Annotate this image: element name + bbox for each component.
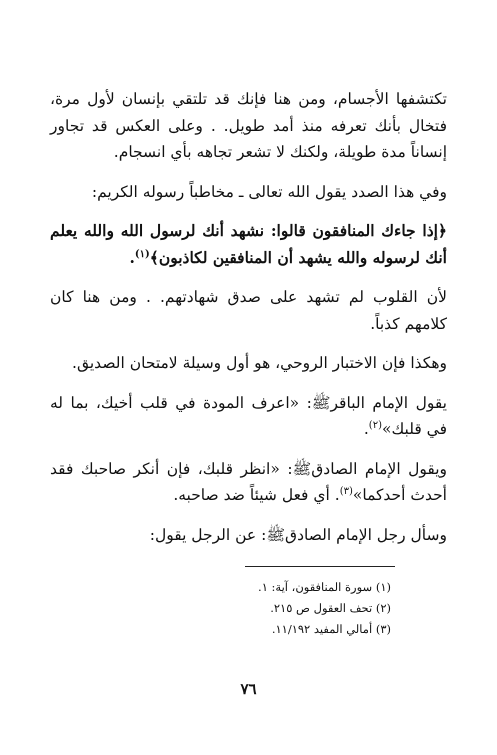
footnotes [50,577,391,640]
footnote-ref-2: (٢) [368,419,382,431]
quran-verse: ﴿إذا جاءك المنافقون قالوا: نشهد أنك لرسول الله والله يعلم أنك لرسوله والله يشهد أن المنافقين لكاذبون﴾$^{(١)}$. [50,221,447,267]
quote-sadiq-tail: . أي فعل شيئاً ضد صاحبه. [173,486,340,504]
footnote-ref-3: (٣) [339,485,353,497]
paragraph-4: وهكذا فإن الاختبار الروحي، هو أول وسيلة لامتحان الصديق. [72,354,447,372]
footnote-ref-1: (١) [134,248,150,260]
quote-sadiq-text: ويقول الإمام الصادقﷺ: «انظر قلبك، فإن أنكر صاحبك فقد أحدث أحدكما» [50,459,447,504]
paragraph-2: وفي هذا الصدد يقول الله تعالى ـ مخاطباً رسوله الكريم: [91,182,447,201]
quran-verse-text: ﴿إذا جاءك المنافقون قالوا: نشهد أنك لرسول الله والله يعلم أنك لرسوله والله يشهد أن المنافقين لكاذبون﴾ [50,221,447,267]
paragraph-last: وسأل رجل الإمام الصادقﷺ: عن الرجل يقول: [149,525,447,544]
footnote-1: (١) سورة المنافقون، آية: ١. [258,580,391,594]
footnote-2: (٢) تحف العقول ص ٢١٥. [270,601,391,615]
page-number: ٧٦ [240,680,257,698]
quote-baqir [50,390,447,443]
paragraph-3: لأن القلوب لم تشهد على صدق شهادتهم. . ومن هنا كان كلامهم كذباً. [50,288,447,333]
quote-sadiq [50,456,447,509]
quote-baqir-text: يقول الإمام الباقرﷺ: «اعرف المودة في قلب أخيك، بما له في قلبك» [50,393,447,438]
footnote-divider [245,566,395,567]
footnote-3: (٣) أمالي المفيد ١١/١٩٢. [271,622,391,636]
quote-baqir-tail: . [363,420,369,438]
paragraph-1: تكتشفها الأجسام، ومن هنا فإنك قد تلتقي بإنسان لأول مرة، فتخال بأنك تعرفه منذ أمد طويل. . وعلى العكس قد تجاور إنساناً مدة طويلة، ولكنك لا تشعر تجاهه بأي انسجام. [50,90,447,161]
